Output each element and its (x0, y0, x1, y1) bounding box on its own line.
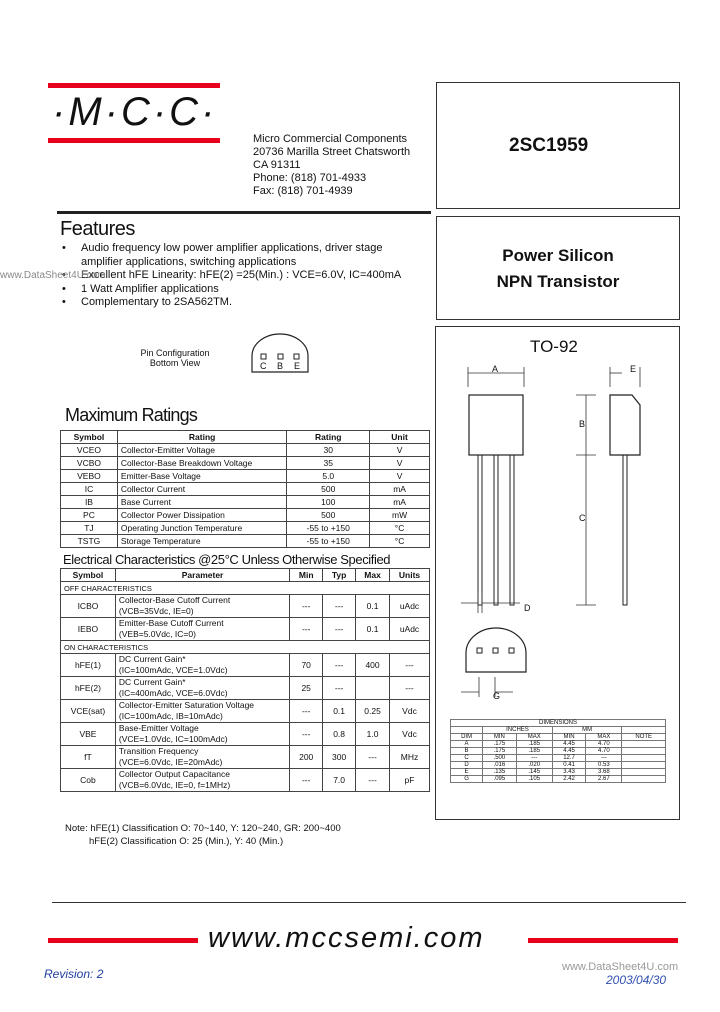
table-row (61, 470, 430, 483)
symbol-cell: IEBO (61, 618, 116, 641)
dim-cell: .105 (516, 776, 552, 783)
dim-cell: 0.41 (552, 762, 586, 769)
units-cell: Vdc (390, 700, 430, 723)
parameter-cell (115, 723, 289, 746)
footer-bar-right (528, 938, 678, 943)
dim-cell: 3.68 (586, 769, 622, 776)
note-hfe2: hFE(2) Classification O: 25 (Min.), Y: 40 (Min.) (89, 836, 284, 847)
dim-cell: C (451, 755, 483, 762)
symbol-cell: VCEO (61, 444, 118, 457)
dim-label-b: B (579, 419, 586, 429)
units-cell: --- (390, 654, 430, 677)
company-name: Micro Commercial Components (253, 133, 408, 145)
units-cell: pF (390, 769, 430, 792)
unit-cell: °C (370, 522, 430, 535)
table-row (61, 700, 430, 723)
document-date: 2003/04/30 (606, 973, 667, 987)
min-cell: --- (290, 723, 323, 746)
dim-cell: 4.45 (552, 741, 586, 748)
dim-cell: 12.7 (552, 755, 586, 762)
table-row (451, 776, 666, 783)
min-cell: --- (290, 618, 323, 641)
dim-cell: .020 (516, 762, 552, 769)
rating-name-cell: Collector Current (117, 483, 286, 496)
typ-cell: 300 (323, 746, 356, 769)
watermark-left: www.DataSheet4U.com (0, 270, 106, 281)
parameter-cell (115, 769, 289, 792)
dim-cell: A (451, 741, 483, 748)
pin-pad (509, 648, 514, 653)
parameter-cell (115, 746, 289, 769)
unit-cell: mA (370, 483, 430, 496)
dim-cell: 2.42 (552, 776, 586, 783)
rating-name-cell: Emitter-Base Voltage (117, 470, 286, 483)
dim-cell (622, 748, 666, 755)
table-row (451, 748, 666, 755)
symbol-cell: hFE(1) (61, 654, 116, 677)
min-cell: --- (290, 595, 323, 618)
col-min-mm: MIN (552, 734, 586, 741)
rating-value-cell: -55 to +150 (287, 522, 370, 535)
feature-item: • Audio frequency low power amplifier applications, driver stage amplifier applications, switching applications (60, 242, 410, 269)
col-max: Max (356, 569, 390, 582)
dim-cell: 0.53 (586, 762, 622, 769)
package-drawing (436, 357, 679, 727)
part-number: 2SC1959 (509, 135, 589, 156)
parameter-cell (115, 595, 289, 618)
dim-cell: B (451, 748, 483, 755)
max-cell: --- (356, 769, 390, 792)
parameter-condition: (IC=100mAdc, VCE=1.0Vdc) (118, 665, 228, 675)
symbol-cell: TSTG (61, 535, 118, 548)
rating-value-cell: 100 (287, 496, 370, 509)
pin-config-title: Pin Configuration (140, 348, 210, 358)
units-cell: --- (390, 677, 430, 700)
parameter-condition: (IC=400mAdc, VCE=6.0Vdc) (118, 688, 228, 698)
rating-value-cell: 35 (287, 457, 370, 470)
side-body (610, 395, 640, 455)
features-heading: Features (60, 218, 135, 240)
table-row (61, 535, 430, 548)
dim-cell: .175 (483, 741, 517, 748)
symbol-cell: VEBO (61, 470, 118, 483)
side-lead (623, 455, 627, 605)
max-cell: 0.25 (356, 700, 390, 723)
table-header-row (61, 569, 430, 582)
col-note: NOTE (622, 734, 666, 741)
unit-cell: mA (370, 496, 430, 509)
table-row (61, 496, 430, 509)
rating-value-cell: 30 (287, 444, 370, 457)
typ-cell: --- (323, 654, 356, 677)
col-rating: Rating (117, 431, 286, 444)
header-divider (57, 211, 431, 214)
front-body (469, 395, 523, 455)
company-fax: Fax: (818) 701-4939 (253, 185, 353, 197)
col-max-mm: MAX (586, 734, 622, 741)
col-typ: Typ (323, 569, 356, 582)
dim-label-d: D (524, 603, 531, 613)
feature-item: • Excellent hFE Linearity: hFE(2) =25(Min.) : VCE=6.0V, IC=400mA (60, 269, 410, 283)
symbol-cell: Cob (61, 769, 116, 792)
typ-cell: 0.1 (323, 700, 356, 723)
parameter-condition: (VEB=5.0Vdc, IC=0) (118, 629, 196, 639)
dim-cell (622, 727, 666, 734)
company-street: 20736 Marilla Street Chatsworth (253, 146, 411, 158)
table-row (61, 723, 430, 746)
rating-value-cell: 500 (287, 483, 370, 496)
dim-cell (622, 741, 666, 748)
symbol-cell: PC (61, 509, 118, 522)
parameter-condition: (VCE=1.0Vdc, IC=100mAdc) (118, 734, 228, 744)
website-url[interactable]: www.mccsemi.com (208, 922, 485, 954)
footer-rule (52, 902, 686, 903)
min-cell: 25 (290, 677, 323, 700)
off-characteristics-label: OFF CHARACTERISTICS (61, 582, 430, 595)
package-box (435, 326, 680, 820)
parameter-condition: (VCB=35Vdc, IE=0) (118, 606, 194, 616)
feature-item: • Complementary to 2SA562TM. (60, 296, 410, 310)
parameter-name: Collector-Emitter Saturation Voltage (118, 700, 255, 710)
unit-cell: V (370, 457, 430, 470)
max-cell: 400 (356, 654, 390, 677)
feature-item: • 1 Watt Amplifier applications (60, 283, 410, 297)
max-ratings-table (60, 430, 430, 548)
table-row (61, 769, 430, 792)
company-city: CA 91311 (253, 159, 301, 171)
dim-cell: --- (586, 755, 622, 762)
dim-cell: 4.70 (586, 741, 622, 748)
units-cell: MHz (390, 746, 430, 769)
symbol-cell: TJ (61, 522, 118, 535)
typ-cell: --- (323, 618, 356, 641)
parameter-name: Collector Output Capacitance (118, 769, 230, 779)
pin-pad (477, 648, 482, 653)
max-cell (356, 677, 390, 700)
col-symbol: Symbol (61, 569, 116, 582)
table-row (61, 522, 430, 535)
typ-cell: --- (323, 595, 356, 618)
pin-config-subtitle: Bottom View (149, 358, 201, 368)
parameter-name: Emitter-Base Cutoff Current (118, 618, 224, 628)
pin-pad (493, 648, 498, 653)
company-address (253, 133, 410, 198)
col-min: Min (290, 569, 323, 582)
symbol-cell: VCBO (61, 457, 118, 470)
dim-cell (622, 762, 666, 769)
min-cell: --- (290, 769, 323, 792)
elec-char-table (60, 568, 430, 792)
typ-cell: --- (323, 677, 356, 700)
footer-bar-left (48, 938, 198, 943)
pin-label-c: C (260, 361, 267, 371)
symbol-cell: IB (61, 496, 118, 509)
dimensions-table (450, 719, 666, 783)
unit-cell: °C (370, 535, 430, 548)
dim-label-e: E (630, 364, 637, 374)
table-row (61, 483, 430, 496)
dim-cell: .016 (483, 762, 517, 769)
dim-label-a: A (492, 364, 499, 374)
lead (510, 455, 514, 605)
parameter-condition: (VCB=6.0Vdc, IE=0, f=1MHz) (118, 780, 231, 790)
logo-bottom-bar (48, 138, 220, 143)
min-cell: 70 (290, 654, 323, 677)
max-cell: 0.1 (356, 595, 390, 618)
rating-value-cell: 5.0 (287, 470, 370, 483)
col-value: Rating (287, 431, 370, 444)
parameter-cell (115, 654, 289, 677)
symbol-cell: hFE(2) (61, 677, 116, 700)
table-row (61, 654, 430, 677)
col-unit: Unit (370, 431, 430, 444)
rating-name-cell: Collector Power Dissipation (117, 509, 286, 522)
col-symbol: Symbol (61, 431, 118, 444)
table-header-row (61, 431, 430, 444)
table-row (61, 677, 430, 700)
typ-cell: 0.8 (323, 723, 356, 746)
table-row (61, 457, 430, 470)
max-cell: 0.1 (356, 618, 390, 641)
dim-cell (622, 769, 666, 776)
table-row (61, 746, 430, 769)
table-row (451, 755, 666, 762)
max-ratings-heading: Maximum Ratings (65, 405, 198, 425)
lead (494, 455, 498, 605)
features-list (60, 242, 410, 310)
min-cell: --- (290, 700, 323, 723)
package-name: TO-92 (530, 337, 578, 356)
table-row (61, 444, 430, 457)
symbol-cell: VCE(sat) (61, 700, 116, 723)
mm-group: MM (552, 727, 622, 734)
table-row (451, 769, 666, 776)
dim-cell: .135 (483, 769, 517, 776)
max-cell: 1.0 (356, 723, 390, 746)
table-row (451, 741, 666, 748)
revision: Revision: 2 (44, 967, 104, 981)
dim-cell: .500 (483, 755, 517, 762)
dim-cell: 3.43 (552, 769, 586, 776)
symbol-cell: fT (61, 746, 116, 769)
description-line-1: Power Silicon (502, 246, 614, 265)
table-row (61, 595, 430, 618)
units-cell: uAdc (390, 618, 430, 641)
rating-value-cell: 500 (287, 509, 370, 522)
description-box (436, 216, 680, 320)
description-line-2: NPN Transistor (496, 272, 620, 291)
rating-value-cell: -55 to +150 (287, 535, 370, 548)
pin-label-b: B (277, 361, 284, 371)
col-max-in: MAX (516, 734, 552, 741)
dim-cell: 4.70 (586, 748, 622, 755)
dim-cell: G (451, 776, 483, 783)
unit-cell: V (370, 444, 430, 457)
table-row (61, 618, 430, 641)
table-row (451, 762, 666, 769)
parameter-name: Collector-Base Cutoff Current (118, 595, 231, 605)
inches-group: INCHES (483, 727, 553, 734)
unit-cell: V (370, 470, 430, 483)
parameter-name: DC Current Gain* (118, 677, 186, 687)
elec-heading: Electrical Characteristics @25°C Unless Otherwise Specified (63, 552, 391, 567)
parameter-cell (115, 700, 289, 723)
min-cell: 200 (290, 746, 323, 769)
units-cell: uAdc (390, 595, 430, 618)
watermark-right: www.DataSheet4U.com (562, 961, 679, 973)
pin-pad (294, 354, 299, 359)
dim-cell: .145 (516, 769, 552, 776)
symbol-cell: ICBO (61, 595, 116, 618)
dim-cell: .185 (516, 741, 552, 748)
pin-config-label (130, 348, 220, 368)
parameter-name: DC Current Gain* (118, 654, 186, 664)
table-header-row (451, 734, 666, 741)
unit-cell: mW (370, 509, 430, 522)
pin-pad (261, 354, 266, 359)
symbol-cell: VBE (61, 723, 116, 746)
dim-cell: .175 (483, 748, 517, 755)
typ-cell: 7.0 (323, 769, 356, 792)
part-number-box (436, 82, 680, 209)
parameter-name: Base-Emitter Voltage (118, 723, 199, 733)
parameter-cell (115, 677, 289, 700)
rating-name-cell: Operating Junction Temperature (117, 522, 286, 535)
bottom-view (466, 628, 526, 672)
logo-top-bar (48, 83, 220, 88)
dim-cell: 2.67 (586, 776, 622, 783)
classification-notes (65, 822, 341, 848)
max-cell: --- (356, 746, 390, 769)
dim-cell: .095 (483, 776, 517, 783)
parameter-condition: (VCE=6.0Vdc, IE=20mAdc) (118, 757, 223, 767)
dim-cell: --- (516, 755, 552, 762)
col-parameter: Parameter (115, 569, 289, 582)
note-hfe1: Note: hFE(1) Classification O: 70~140, Y: 120~240, GR: 200~400 (65, 823, 341, 834)
lead (478, 455, 482, 605)
parameter-name: Transition Frequency (118, 746, 199, 756)
parameter-condition: (IC=100mAdc, IB=10mAdc) (118, 711, 223, 721)
parameter-cell (115, 618, 289, 641)
on-characteristics-label: ON CHARACTERISTICS (61, 641, 430, 654)
rating-name-cell: Storage Temperature (117, 535, 286, 548)
rating-name-cell: Collector-Emitter Voltage (117, 444, 286, 457)
col-min-in: MIN (483, 734, 517, 741)
dim-label-g: G (493, 691, 501, 701)
col-units: Units (390, 569, 430, 582)
col-dim: DIM (451, 734, 483, 741)
dim-cell (622, 776, 666, 783)
dim-cell: 4.45 (552, 748, 586, 755)
rating-name-cell: Collector-Base Breakdown Voltage (117, 457, 286, 470)
company-logo: ·M·C·C· (52, 90, 218, 134)
dim-cell: D (451, 762, 483, 769)
dimensions-title: DIMENSIONS (451, 720, 666, 727)
pin-label-e: E (294, 361, 301, 371)
pin-pad (278, 354, 283, 359)
company-phone: Phone: (818) 701-4933 (253, 172, 367, 184)
dim-cell (451, 727, 483, 734)
symbol-cell: IC (61, 483, 118, 496)
dim-cell (622, 755, 666, 762)
dim-label-c: C (579, 513, 586, 523)
units-cell: Vdc (390, 723, 430, 746)
dim-cell: .185 (516, 748, 552, 755)
dim-cell: E (451, 769, 483, 776)
table-row (61, 509, 430, 522)
rating-name-cell: Base Current (117, 496, 286, 509)
